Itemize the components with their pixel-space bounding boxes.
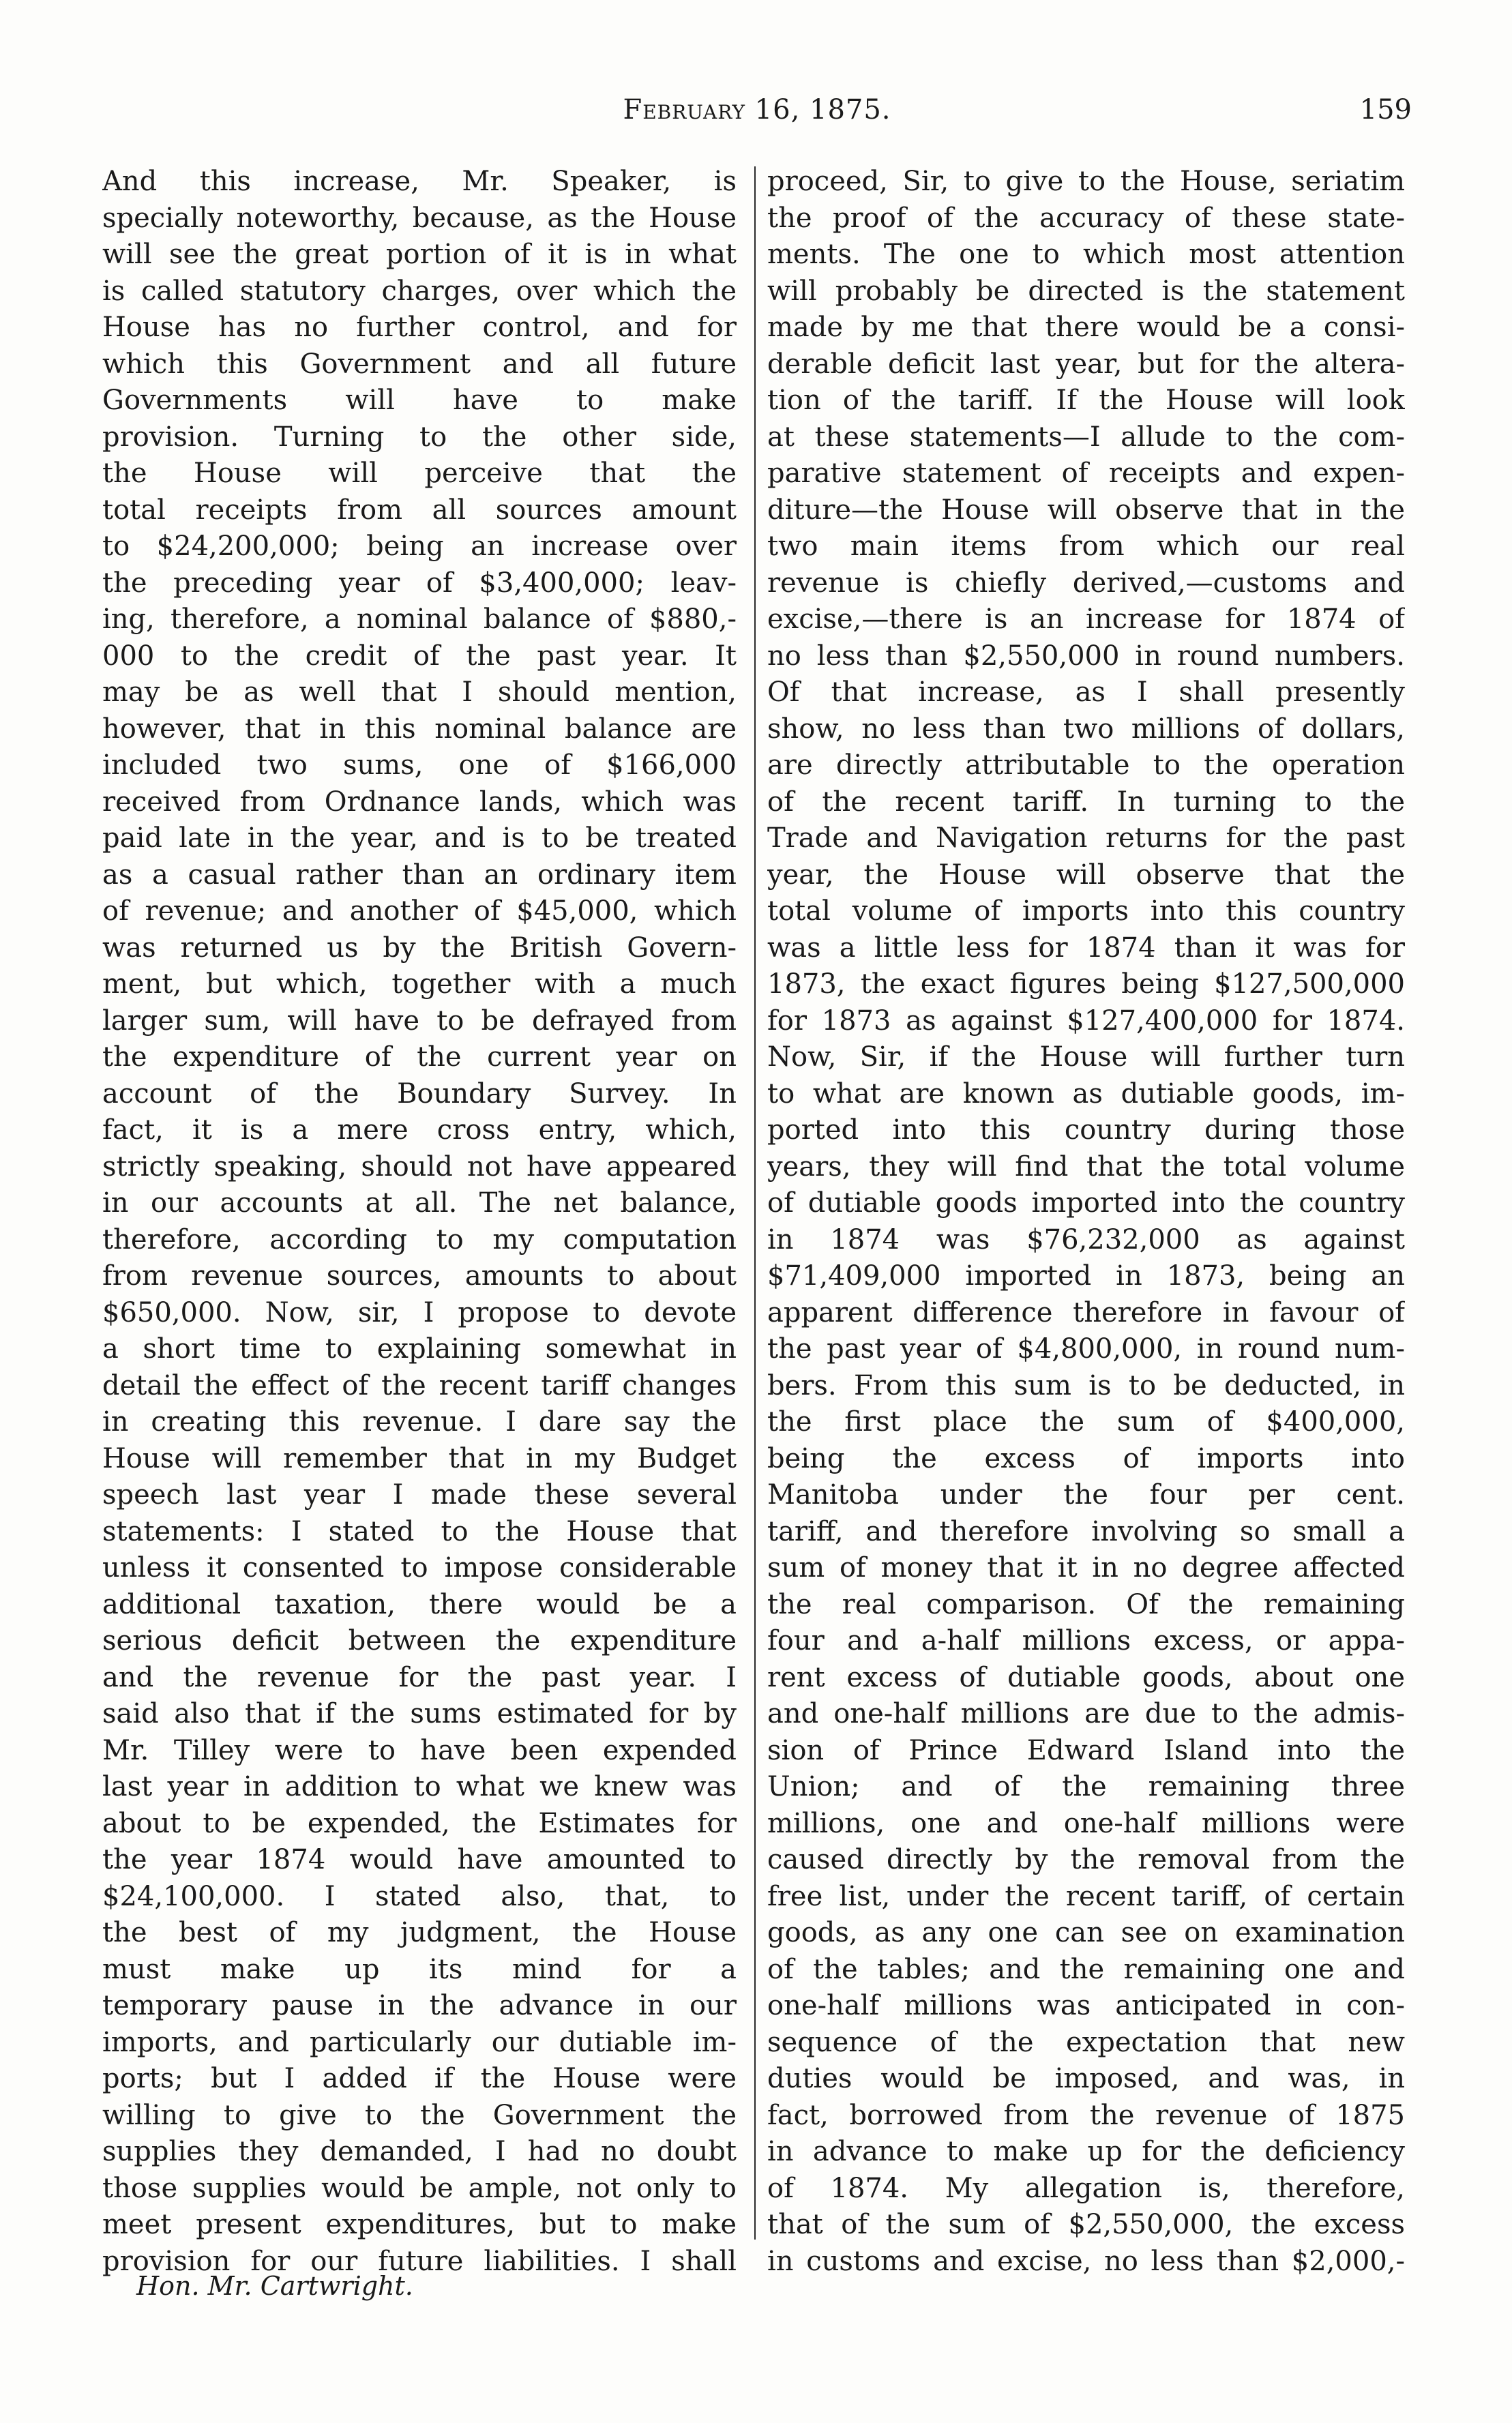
text-line: sum of money that it in no degree affected: [767, 1552, 1405, 1584]
right-column: [767, 164, 1405, 2280]
text-line: speech last year I made these several: [102, 1479, 737, 1511]
text-line: is called statutory charges, over which the: [102, 275, 737, 307]
text-line: Governments will have to make: [102, 385, 737, 416]
text-line: additional taxation, there would be a: [102, 1588, 737, 1620]
text-line: last year in addition to what we knew was: [102, 1771, 737, 1802]
text-line: no less than $2,550,000 in round numbers.: [767, 640, 1405, 672]
text-line: of 1874. My allegation is, therefore,: [767, 2172, 1405, 2204]
running-title: February 16, 1875.: [623, 94, 891, 125]
text-line: was returned us by the British Govern-: [102, 932, 737, 964]
text-line: fact, borrowed from the revenue of 1875: [767, 2099, 1405, 2131]
text-line: in creating this revenue. I dare say the: [102, 1406, 737, 1438]
text-line: show, no less than two millions of dollars,: [767, 713, 1405, 745]
text-line: of the recent tariff. In turning to the: [767, 786, 1405, 818]
text-line: will see the great portion of it is in what: [102, 239, 737, 270]
text-line: ment, but which, together with a much: [102, 968, 737, 1000]
text-line: to $24,200,000; being an increase over: [102, 531, 737, 562]
text-line: House has no further control, and for: [102, 312, 737, 343]
text-line: ported into this country during those: [767, 1114, 1405, 1146]
text-line: sion of Prince Edward Island into the: [767, 1734, 1405, 1766]
text-line: those supplies would be ample, not only to: [102, 2172, 737, 2204]
text-line: willing to give to the Government the: [102, 2099, 737, 2131]
text-line: House will remember that in my Budget: [102, 1442, 737, 1474]
text-line: as a casual rather than an ordinary item: [102, 859, 737, 891]
text-line: sequence of the expectation that new: [767, 2026, 1405, 2058]
text-line: the expenditure of the current year on: [102, 1041, 737, 1073]
text-line: included two sums, one of $166,000: [102, 749, 737, 781]
text-line: temporary pause in the advance in our: [102, 1990, 737, 2021]
text-line: in our accounts at all. The net balance,: [102, 1187, 737, 1219]
text-line: provision for our future liabilities. I shall: [102, 2245, 737, 2277]
text-line: Union; and of the remaining three: [767, 1771, 1405, 1802]
text-line: strictly speaking, should not have appeared: [102, 1150, 737, 1183]
text-line: unless it consented to impose considerable: [102, 1552, 737, 1584]
text-line: Of that increase, as I shall presently: [767, 677, 1405, 708]
text-line: detail the effect of the recent tariff changes: [102, 1369, 737, 1401]
text-line: imports, and particularly our dutiable im-: [102, 2026, 737, 2058]
text-line: in advance to make up for the deficiency: [767, 2136, 1405, 2167]
text-line: year, the House will observe that the: [767, 859, 1405, 891]
text-line: parative statement of receipts and expen-: [767, 458, 1405, 489]
text-line: which this Government and all future: [102, 348, 737, 380]
text-line: the year 1874 would have amounted to: [102, 1844, 737, 1875]
text-line: in customs and excise, no less than $2,000,-: [767, 2245, 1405, 2277]
text-line: bers. From this sum is to be deducted, in: [767, 1369, 1405, 1401]
text-line: specially noteworthy, because, as the House: [102, 202, 737, 234]
text-line: account of the Boundary Survey. In: [102, 1077, 737, 1110]
text-line: are directly attributable to the operation: [767, 749, 1405, 781]
text-line: provision. Turning to the other side,: [102, 421, 737, 453]
text-line: apparent difference therefore in favour of: [767, 1296, 1405, 1328]
text-line: was a little less for 1874 than it was for: [767, 932, 1405, 964]
text-line: $650,000. Now, sir, I propose to devote: [102, 1296, 737, 1328]
text-line: at these statements—I allude to the com-: [767, 421, 1405, 453]
text-line: 000 to the credit of the past year. It: [102, 640, 737, 672]
text-line: the first place the sum of $400,000,: [767, 1406, 1405, 1438]
text-line: the past year of $4,800,000, in round num-: [767, 1333, 1405, 1365]
text-line: tion of the tariff. If the House will look: [767, 385, 1405, 416]
column-divider: [754, 166, 756, 2240]
text-line: caused directly by the removal from the: [767, 1844, 1405, 1875]
text-line: of the tables; and the remaining one and: [767, 1953, 1405, 1985]
text-line: and the revenue for the past year. I: [102, 1661, 737, 1693]
text-line: said also that if the sums estimated for by: [102, 1698, 737, 1729]
text-line: the House will perceive that the: [102, 458, 737, 489]
text-line: made by me that there would be a consi-: [767, 312, 1405, 343]
text-line: about to be expended, the Estimates for: [102, 1807, 737, 1839]
text-line: serious deficit between the expenditure: [102, 1625, 737, 1656]
text-line: derable deficit last year, but for the altera-: [767, 348, 1405, 380]
text-line: statements: I stated to the House that: [102, 1515, 737, 1547]
text-line: $24,100,000. I stated also, that, to: [102, 1880, 737, 1912]
text-line: must make up its mind for a: [102, 1953, 737, 1985]
page-number: 159: [1359, 94, 1412, 125]
text-line: duties would be imposed, and was, in: [767, 2063, 1405, 2094]
text-line: excise,—there is an increase for 1874 of: [767, 604, 1405, 635]
text-line: two main items from which our real: [767, 531, 1405, 562]
text-line: 1873, the exact figures being $127,500,000: [767, 968, 1405, 1000]
text-line: may be as well that I should mention,: [102, 677, 737, 708]
text-line: four and a-half millions excess, or appa-: [767, 1625, 1405, 1656]
text-line: that of the sum of $2,550,000, the excess: [767, 2209, 1405, 2240]
text-line: the proof of the accuracy of these state-: [767, 202, 1405, 234]
text-line: $71,409,000 imported in 1873, being an: [767, 1260, 1405, 1292]
text-line: supplies they demanded, I had no doubt: [102, 2136, 737, 2167]
text-line: in 1874 was $76,232,000 as against: [767, 1223, 1405, 1255]
text-line: revenue is chiefly derived,—customs and: [767, 567, 1405, 599]
text-line: being the excess of imports into: [767, 1442, 1405, 1474]
text-line: millions, one and one-half millions were: [767, 1807, 1405, 1839]
text-line: for 1873 as against $127,400,000 for 1874.: [767, 1005, 1405, 1037]
text-line: received from Ordnance lands, which was: [102, 786, 737, 818]
text-line: from revenue sources, amounts to about: [102, 1260, 737, 1292]
text-line: paid late in the year, and is to be treated: [102, 822, 737, 854]
text-line: however, that in this nominal balance are: [102, 713, 737, 745]
left-column: [102, 164, 737, 2280]
text-line: total volume of imports into this country: [767, 895, 1405, 927]
text-line: and one-half millions are due to the admis-: [767, 1698, 1405, 1729]
text-line: total receipts from all sources amount: [102, 494, 737, 526]
text-line: And this increase, Mr. Speaker, is: [102, 166, 737, 197]
text-line: rent excess of dutiable goods, about one: [767, 1661, 1405, 1693]
text-line: Manitoba under the four per cent.: [767, 1479, 1405, 1511]
text-line: of revenue; and another of $45,000, which: [102, 895, 737, 927]
text-line: free list, under the recent tariff, of certain: [767, 1880, 1405, 1912]
speaker-footer: Hon. Mr. Cartwright.: [136, 2271, 413, 2301]
text-line: will probably be directed is the statement: [767, 275, 1405, 307]
text-line: tariff, and therefore involving so small a: [767, 1515, 1405, 1547]
text-line: meet present expenditures, but to make: [102, 2209, 737, 2240]
text-line: Trade and Navigation returns for the past: [767, 822, 1405, 854]
text-line: goods, as any one can see on examination: [767, 1917, 1405, 1948]
text-line: ports; but I added if the House were: [102, 2063, 737, 2094]
text-line: Mr. Tilley were to have been expended: [102, 1734, 737, 1766]
text-line: ing, therefore, a nominal balance of $880,-: [102, 604, 737, 635]
text-line: the best of my judgment, the House: [102, 1917, 737, 1948]
text-line: Now, Sir, if the House will further turn: [767, 1041, 1405, 1073]
text-line: years, they will find that the total volume: [767, 1150, 1405, 1183]
text-line: of dutiable goods imported into the country: [767, 1187, 1405, 1219]
text-line: a short time to explaining somewhat in: [102, 1333, 737, 1365]
text-line: ments. The one to which most attention: [767, 239, 1405, 270]
text-line: the real comparison. Of the remaining: [767, 1588, 1405, 1620]
running-head: [102, 94, 1412, 135]
text-line: larger sum, will have to be defrayed from: [102, 1005, 737, 1037]
text-line: one-half millions was anticipated in con-: [767, 1990, 1405, 2021]
text-line: diture—the House will observe that in the: [767, 494, 1405, 526]
text-line: therefore, according to my computation: [102, 1223, 737, 1255]
text-line: the preceding year of $3,400,000; leav-: [102, 567, 737, 599]
text-line: proceed, Sir, to give to the House, seriatim: [767, 166, 1405, 197]
text-line: fact, it is a mere cross entry, which,: [102, 1114, 737, 1146]
text-line: to what are known as dutiable goods, im-: [767, 1077, 1405, 1110]
